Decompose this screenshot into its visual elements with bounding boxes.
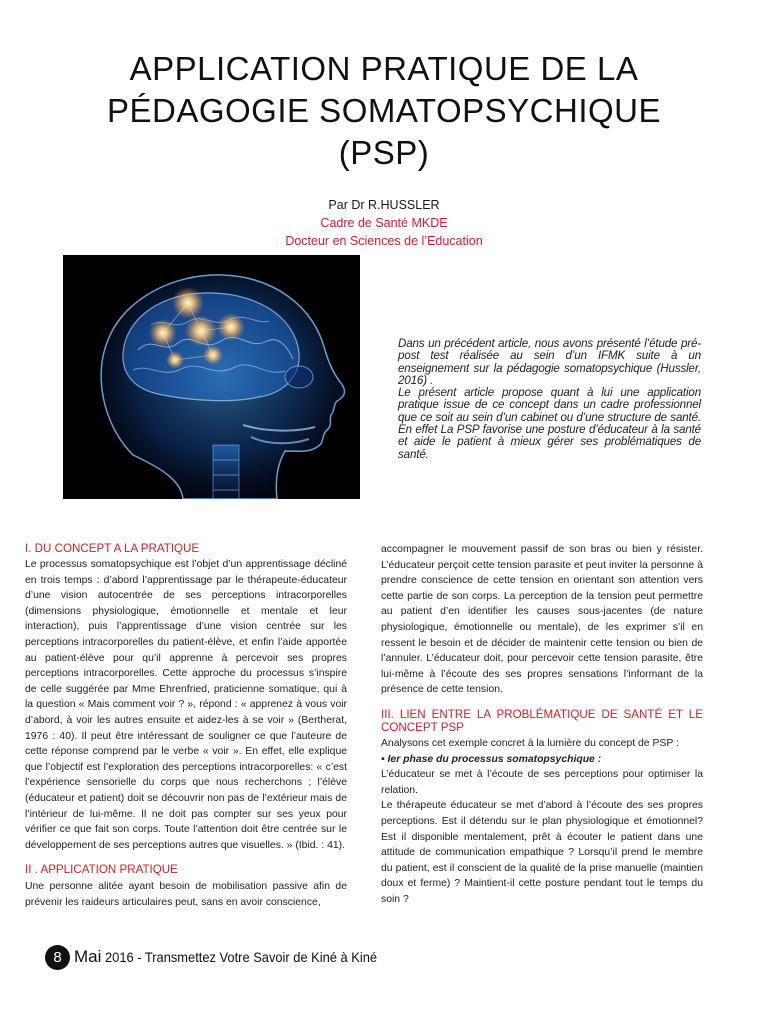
left-column — [25, 542, 347, 910]
page-footer — [45, 944, 401, 970]
section-2-continuation: accompagner le mouvement passif de son bras ou bien y résister. L’éducateur perçoit cette tension parasite et peut inviter la personne à prendre conscience de cette tension en orientant son attention vers cette partie de son corps. La perception de la tension peut permettre au patient d’en identifier les causes sous-jacentes (de nature physiologique, émotionnelle ou mentale), de les exprimer s’il en ressent le besoin et de décider de maintenir cette tension ou bien de l’annuler. L’éducateur doit, pour percevoir cette tension parasite, être lui-même à l’écoute des ses propres sensations l’informant de la présence de cette tension. — [381, 544, 703, 696]
section-2-heading: II . APPLICATION PRATIQUE — [25, 863, 178, 877]
footer-month: Mai — [74, 947, 102, 966]
author-role: Cadre de Santé MKDE — [320, 216, 448, 230]
section-1-body: Le processus somatopsychique est l’objet d’un apprentissage décliné en trois temps : d’abord l’apprentissage par le thérapeute-éducateur d’une vision autocentrée de ses perceptions intracorporelles (dimensions physiologique, émotionnelle et mentale et leur interaction), puis l’apprentissage d’une vision centrée sur les perceptions intracorporelles du patient-élève, et enfin l’aide apportée au patient-élève pour qu’il apprenne à percevoir ses propres perceptions intracorporelles. Cette approche du processus s’inspire de celle suggérée par Mme Ehrenfried, praticienne somatique, qui à la question « Mais comment voir ? », répond : « apprenez à vous voir d’abord, à voir les autres ensuite et aidez-les à se voir » (Bertherat, 1976 : 40). Il peut être intéressant de souligner ce que l’auteure de cette réponse comprend par le verbe « voir ». En effet, elle explique que l’objectif est l’exploration des perceptions intracorporelles: « c’est l’expérience sensorielle du corps que nous recherchons ; l’élève (éducateur et patient) doit se découvrir non pas de l’extérieur mais de l’intérieur de lui-même. Il ne doit pas compter sur ses yeux pour vérifier ce que fait son corps. Toute l’attention doit être centrée sur le développement de ses perceptions autres que visuelles. » (Ibid. : 41). — [25, 559, 347, 851]
right-column — [381, 542, 703, 907]
page-number-badge: 8 — [45, 945, 70, 970]
section-1-heading: I. DU CONCEPT A LA PRATIQUE — [25, 542, 200, 555]
author-degree: Docteur en Sciences de l’Education — [285, 234, 483, 248]
title-line-2: PÉDAGOGIE SOMATOPSYCHIQUE — [106, 92, 662, 129]
section-3-paragraph-2: Le thérapeute éducateur se met d’abord à l’écoute des ses propres perceptions. Est il détendu sur le plan physiologique et émotionnel? Est il disponible mentalement, prêt à écouter le patient dans une attitude de communication empathique ? Lorsqu’il prend le membre du patient, est il conscient de la qualité de la prise manuelle (maintien doux et ferme) ? Maintient-il cette posture pendant tout le temps du soin ? — [381, 800, 703, 905]
title-line-3: (PSP) — [338, 134, 430, 171]
section-3-heading: III. LIEN ENTRE LA PROBLÉMATIQUE DE SANTÉ ET LE CONCEPT PSP — [381, 707, 703, 734]
abstract-paragraph-2: Le présent article propose quant à lui une application pratique issue de ce concept dans un cadre professionnel que ce soit au sein d’un cabinet ou d’une structure de santé. En effet La PSP favorise une posture d’éducateur à la santé et aide le patient à mieux gérer ses problématiques de santé. — [398, 386, 701, 461]
section-2-body: Une personne alitée ayant besoin de mobilisation passive afin de prévenir les raideurs articulaires peut, sans en avoir conscience, — [25, 881, 347, 908]
brain-xray-image — [63, 255, 360, 499]
abstract-paragraph-1: Dans un précédent article, nous avons présenté l’étude pré-post test réalisée au sein d’un IFMK suite à un enseignement sur la pédagogie somatopsychique (Hussler, 2016) . — [398, 337, 701, 387]
title-line-1: APPLICATION PRATIQUE DE LA — [129, 50, 639, 87]
phase-1-bullet: • Ier phase du processus somatopsychique : — [381, 753, 602, 765]
article-title — [20, 48, 748, 174]
footer-tagline: 2016 - Transmettez Votre Savoir de Kiné à Kiné — [105, 949, 378, 965]
section-3-paragraph-1: L’éducateur se met à l’écoute de ses perceptions pour optimiser la relation. — [381, 769, 703, 796]
author-name: Par Dr R.HUSSLER — [328, 198, 440, 212]
author-block — [0, 196, 768, 250]
section-3-intro: Analysons cet exemple concret à la lumière du concept de PSP : — [381, 737, 679, 749]
article-abstract — [398, 338, 701, 461]
